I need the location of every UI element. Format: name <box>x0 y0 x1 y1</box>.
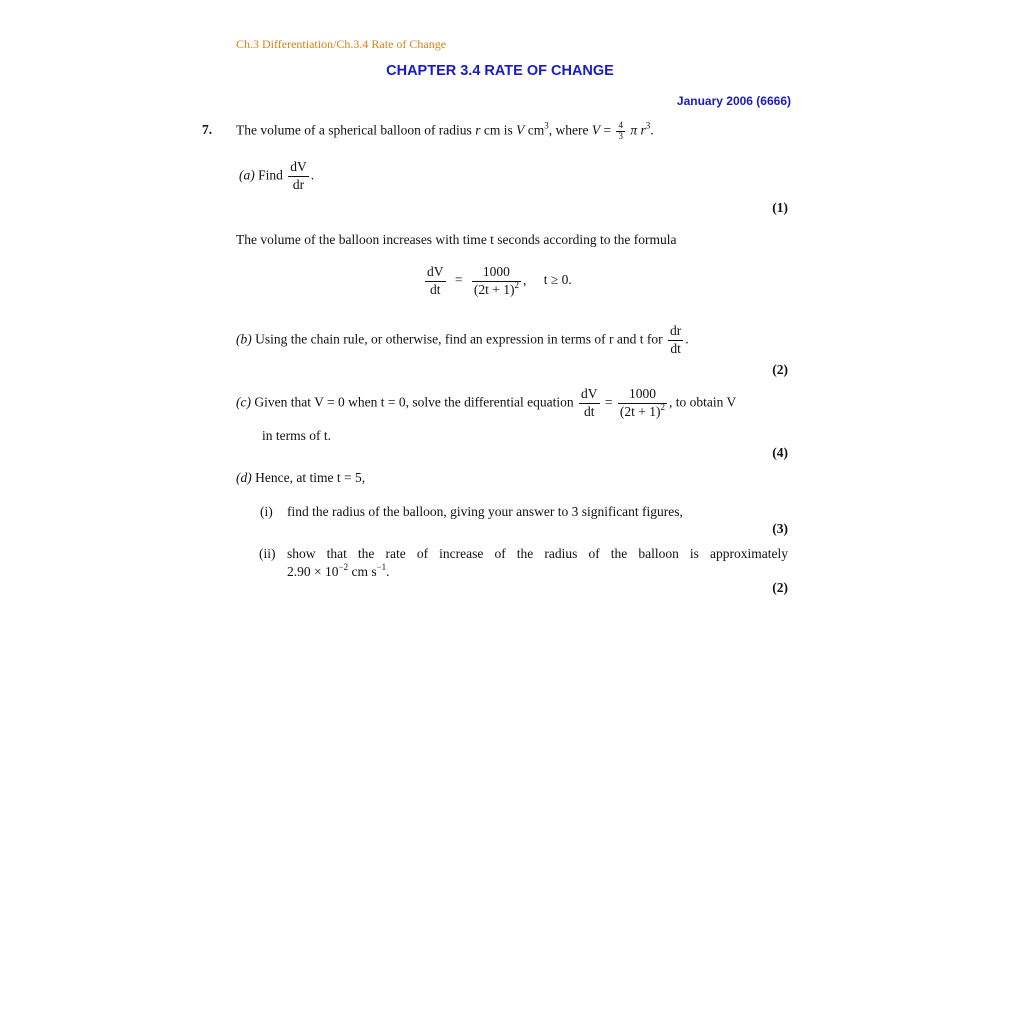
intro-end: . <box>650 122 654 138</box>
part-c-marks: (4) <box>772 445 788 460</box>
part-a <box>239 159 314 194</box>
part-d-label: (d) <box>236 470 252 485</box>
part-b-label: (b) <box>236 331 252 347</box>
part-b-frac-num: dr <box>668 323 683 341</box>
intro-pi: π <box>626 122 641 138</box>
part-d-i-text: find the radius of the balloon, giving your answer to 3 significant figures, <box>287 504 683 519</box>
part-d-ii-exp2: −1 <box>376 562 387 572</box>
part-c-lhs-num: dV <box>579 386 600 404</box>
part-c-fraction-rhs <box>618 386 667 421</box>
part-b-marks: (2) <box>772 362 788 377</box>
part-a-frac-num: dV <box>288 159 309 177</box>
part-d-ii-exp1: −2 <box>338 562 349 572</box>
exam-session: January 2006 (6666) <box>676 94 791 108</box>
intro-text-1: The volume of a spherical balloon of radius <box>236 122 476 138</box>
part-a-marks: (1) <box>772 200 788 215</box>
part-d-ii-unit: cm s <box>348 564 377 579</box>
part-a-end: . <box>310 167 315 183</box>
part-b-frac-den: dt <box>670 340 681 356</box>
part-b-fraction <box>668 323 683 358</box>
chapter-title: CHAPTER 3.4 RATE OF CHANGE <box>386 63 614 79</box>
part-d-ii-label: (ii) <box>259 546 276 561</box>
part-d-ii-value: 2.90 × 10 <box>287 564 339 579</box>
formula-eq: = <box>454 272 463 288</box>
part-d-ii-text: show that the rate of increase of the radius of the balloon is approximately <box>287 546 788 561</box>
part-a-text: Find <box>254 167 287 183</box>
formula-lhs <box>425 264 446 299</box>
formula-comma: , <box>522 272 527 288</box>
formula-lhs-den: dt <box>429 281 441 297</box>
part-c-eq: = <box>601 394 616 410</box>
part-a-frac-den: dr <box>292 176 305 192</box>
intro-eq: = <box>600 122 615 138</box>
part-a-label: (a) <box>239 167 255 183</box>
part-c-rhs-den: (2t + 1) <box>619 403 661 419</box>
part-c-label: (c) <box>236 394 251 410</box>
intro-var-v: V <box>516 122 525 138</box>
part-c-rhs-exp: 2 <box>660 401 666 412</box>
intro-text-2: cm is <box>480 122 517 138</box>
intro-text-4: , where <box>548 122 592 138</box>
intro-text-3: cm <box>524 122 545 138</box>
part-c-lhs-den: dt <box>584 403 595 419</box>
formula-rhs <box>472 264 521 299</box>
intro-cube: 3 <box>544 120 549 131</box>
part-c-text: Given that V = 0 when t = 0, solve the differential equation <box>250 394 578 410</box>
formula-rhs-den: (2t + 1) <box>473 281 515 297</box>
intro-var-r: r <box>475 122 481 138</box>
intro-var-r2: r <box>640 122 646 138</box>
intro-frac-den: 3 <box>618 130 623 141</box>
question-intro <box>236 121 654 142</box>
part-c <box>236 386 736 421</box>
part-c-tail: , to obtain V <box>669 394 737 410</box>
formula-lhs-num: dV <box>425 264 446 282</box>
part-b <box>236 323 689 358</box>
part-d <box>236 470 365 486</box>
part-d-ii-line2 <box>287 564 390 580</box>
formula-rhs-num: 1000 <box>472 264 521 282</box>
part-a-fraction <box>288 159 309 194</box>
rate-formula <box>423 264 572 299</box>
part-c-fraction-lhs <box>579 386 600 421</box>
part-d-i-label: (i) <box>260 504 273 519</box>
part-d-ii-end: . <box>386 564 390 579</box>
question-number: 7. <box>202 122 213 137</box>
formula-intro: The volume of the balloon increases with time t seconds according to the formula <box>236 232 677 247</box>
part-d-ii-marks: (2) <box>772 580 788 595</box>
part-b-end: . <box>685 331 689 347</box>
part-b-text: Using the chain rule, or otherwise, find an expression in terms of r and t for <box>251 331 667 347</box>
part-d-text: Hence, at time t = 5, <box>251 470 366 485</box>
formula-rhs-exp: 2 <box>514 279 519 290</box>
breadcrumb: Ch.3 Differentiation/Ch.3.4 Rate of Change <box>236 37 447 51</box>
part-c-line2: in terms of t. <box>262 428 331 443</box>
intro-frac-num: 4 <box>618 120 623 130</box>
intro-var-v2: V <box>591 122 601 138</box>
part-d-i-marks: (3) <box>772 521 788 536</box>
intro-fraction <box>616 121 625 142</box>
part-c-rhs-num: 1000 <box>618 386 667 404</box>
intro-r-exp: 3 <box>645 120 651 131</box>
formula-condition: t ≥ 0. <box>543 272 572 288</box>
